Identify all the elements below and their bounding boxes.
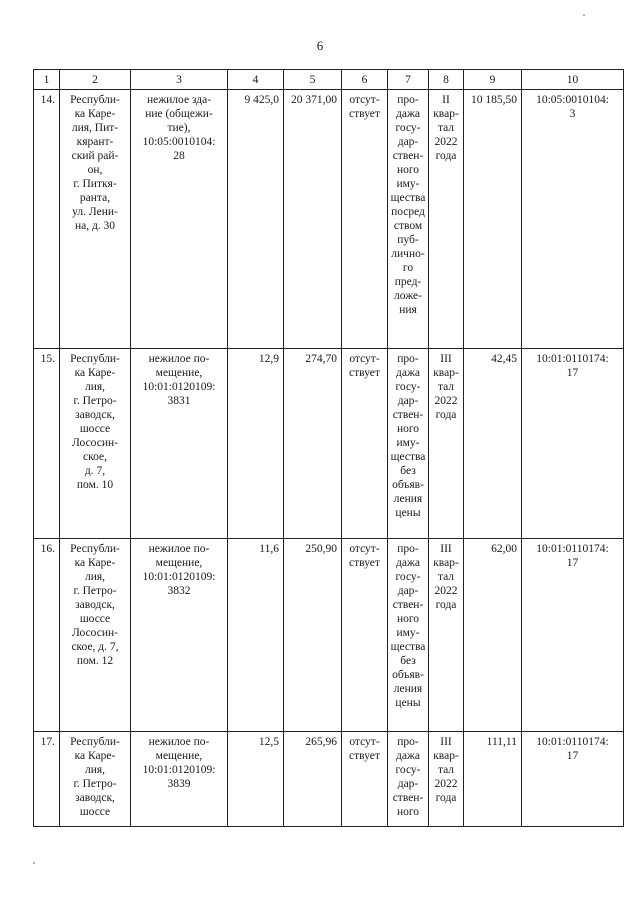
address-cell-line: ул. Лени-: [72, 206, 118, 218]
row-number: 14.: [34, 90, 60, 349]
address-cell-line: кярант-: [76, 136, 114, 148]
address-cell-line: ка Каре-: [74, 557, 116, 569]
address-cell: [60, 90, 131, 349]
address-cell-line: заводск,: [75, 599, 115, 611]
sale-method-cell-line: ством: [393, 220, 423, 232]
table-row: [34, 349, 624, 539]
address-cell-line: ка Каре-: [74, 108, 116, 120]
sale-method-cell-line: ного: [396, 613, 420, 625]
sale-method-cell-line: без: [400, 465, 416, 477]
sale-method-cell-line: госу-: [395, 571, 421, 583]
object-cell: [131, 539, 228, 732]
object-cell-line: мещение,: [155, 557, 203, 569]
sale-method-cell-line: ления: [393, 493, 423, 505]
address-cell-line: ский рай-: [71, 150, 119, 162]
sale-method-cell-line: дажа: [395, 557, 420, 569]
sale-method-cell-line: ного: [396, 164, 420, 176]
address-cell-line: лия, Пит-: [71, 122, 119, 134]
header-cell: 9: [464, 70, 522, 90]
object-cell-line: 10:01:0120109:: [142, 381, 216, 393]
address-cell-line: Лососин-: [72, 627, 118, 639]
property-table: [33, 69, 624, 827]
table-header-row: [34, 70, 624, 90]
object-cell: [131, 732, 228, 827]
cadastral-cell: [522, 90, 624, 349]
term-cell-line: года: [435, 409, 457, 421]
address-cell-line: Республи-: [70, 353, 120, 365]
sale-method-cell-line: ствен-: [392, 409, 424, 421]
object-cell-line: ние (общежи-: [145, 108, 213, 120]
term-cell-line: года: [435, 792, 457, 804]
sale-method-cell: [388, 90, 429, 349]
sale-method-cell-line: ния: [399, 304, 417, 316]
sale-method-cell-line: ложе-: [394, 290, 422, 302]
address-cell-line: Лососин-: [72, 437, 118, 449]
encumbrance-cell: отсут-ствует: [342, 349, 388, 539]
address-cell-line: лия,: [84, 571, 106, 583]
row-number: 15.: [34, 349, 60, 539]
sale-method-cell-line: дар-: [397, 585, 419, 597]
sale-method-cell-line: ного: [396, 423, 420, 435]
cadastral-cell-line: 3: [569, 108, 576, 120]
term-cell-line: III: [440, 736, 452, 748]
sale-method-cell-line: госу-: [395, 381, 421, 393]
sale-method-cell-line: лично-: [391, 248, 425, 260]
scan-speck: [33, 862, 35, 864]
cadastral-cell-line: 10:01:0110174:: [536, 543, 609, 555]
table-row: [34, 539, 624, 732]
object-cell-line: 28: [173, 150, 185, 162]
sale-method-cell-line: цены: [395, 697, 421, 709]
sale-method-cell-line: про-: [397, 94, 419, 106]
object-cell-line: 10:05:0010104:: [142, 136, 216, 148]
table-row: [34, 732, 624, 827]
col9-cell: 62,00: [464, 539, 522, 732]
sale-method-cell-line: ствен-: [392, 599, 424, 611]
row-number: 17.: [34, 732, 60, 827]
address-cell-line: пом. 10: [76, 479, 114, 491]
sale-method-cell-line: ления: [393, 683, 423, 695]
term-cell-line: тал: [437, 122, 455, 134]
sale-method-cell-line: дажа: [395, 750, 420, 762]
sale-method-cell-line: пуб-: [397, 234, 419, 246]
cadastral-cell-line: 10:01:0110174:: [536, 353, 609, 365]
sale-method-cell: [388, 732, 429, 827]
sale-method-cell-line: дар-: [397, 395, 419, 407]
address-cell: [60, 539, 131, 732]
col9-cell: 111,11: [464, 732, 522, 827]
sale-method-cell: [388, 349, 429, 539]
cadastral-cell-line: 17: [566, 750, 579, 762]
sale-method-cell-line: госу-: [395, 122, 421, 134]
address-cell-line: Республи-: [70, 736, 120, 748]
address-cell-line: лия,: [84, 764, 106, 776]
sale-method-cell-line: дар-: [397, 136, 419, 148]
address-cell: [60, 349, 131, 539]
address-cell-line: ское, д. 7,: [71, 641, 119, 653]
object-cell-line: нежилое зда-: [146, 94, 212, 106]
area-cell: 12,5: [228, 732, 284, 827]
header-cell: 7: [388, 70, 429, 90]
address-cell-line: д. 7,: [84, 465, 106, 477]
sale-method-cell-line: без: [400, 655, 416, 667]
object-cell-line: мещение,: [155, 367, 203, 379]
sale-method-cell-line: щества: [390, 192, 426, 204]
term-cell-line: тал: [437, 381, 455, 393]
term-cell-line: квар-: [433, 557, 459, 569]
sale-method-cell-line: иму-: [396, 437, 420, 449]
term-cell-line: квар-: [433, 750, 459, 762]
sale-method-cell-line: про-: [397, 353, 419, 365]
address-cell-line: заводск,: [75, 792, 115, 804]
header-cell: 1: [34, 70, 60, 90]
term-cell: [429, 539, 464, 732]
value-cell: 274,70: [284, 349, 342, 539]
sale-method-cell-line: госу-: [395, 764, 421, 776]
address-cell-line: Республи-: [70, 94, 120, 106]
term-cell: [429, 349, 464, 539]
sale-method-cell-line: иму-: [396, 627, 420, 639]
term-cell-line: 2022: [434, 778, 458, 790]
term-cell-line: II: [442, 94, 450, 106]
header-cell: 2: [60, 70, 131, 90]
address-cell-line: ское,: [83, 451, 107, 463]
address-cell-line: г. Петро-: [73, 585, 117, 597]
sale-method-cell-line: дажа: [395, 367, 420, 379]
value-cell: 250,90: [284, 539, 342, 732]
address-cell-line: ка Каре-: [74, 367, 116, 379]
page-number: 6: [316, 38, 324, 53]
row-number: 16.: [34, 539, 60, 732]
address-cell-line: шоссе: [79, 423, 111, 435]
address-cell-line: ка Каре-: [74, 750, 116, 762]
cadastral-cell: [522, 732, 624, 827]
sale-method-cell: [388, 539, 429, 732]
term-cell-line: III: [440, 353, 452, 365]
sale-method-cell-line: про-: [397, 543, 419, 555]
address-cell-line: на, д. 30: [74, 220, 116, 232]
term-cell-line: тал: [437, 764, 455, 776]
object-cell-line: 3839: [167, 778, 191, 790]
sale-method-cell-line: объяв-: [392, 479, 424, 491]
term-cell: [429, 90, 464, 349]
value-cell: 265,96: [284, 732, 342, 827]
term-cell-line: года: [435, 599, 457, 611]
col9-cell: 10 185,50: [464, 90, 522, 349]
address-cell-line: ранта,: [79, 192, 111, 204]
object-cell-line: нежилое по-: [148, 353, 210, 365]
object-cell-line: 3831: [167, 395, 191, 407]
cadastral-cell-line: 17: [566, 367, 579, 379]
term-cell-line: тал: [437, 571, 455, 583]
address-cell-line: лия,: [84, 381, 106, 393]
object-cell-line: 10:01:0120109:: [142, 571, 216, 583]
address-cell-line: заводск,: [75, 409, 115, 421]
header-cell: 10: [522, 70, 624, 90]
term-cell: [429, 732, 464, 827]
term-cell-line: 2022: [434, 136, 458, 148]
value-cell: 20 371,00: [284, 90, 342, 349]
header-cell: 5: [284, 70, 342, 90]
sale-method-cell-line: пред-: [394, 276, 422, 288]
address-cell-line: он,: [87, 164, 103, 176]
cadastral-cell: [522, 539, 624, 732]
area-cell: 9 425,0: [228, 90, 284, 349]
sale-method-cell-line: ствен-: [392, 150, 424, 162]
term-cell-line: 2022: [434, 395, 458, 407]
header-cell: 4: [228, 70, 284, 90]
header-cell: 8: [429, 70, 464, 90]
sale-method-cell-line: иму-: [396, 178, 420, 190]
object-cell-line: мещение,: [155, 750, 203, 762]
object-cell-line: нежилое по-: [148, 736, 210, 748]
area-cell: 11,6: [228, 539, 284, 732]
object-cell-line: 3832: [167, 585, 191, 597]
sale-method-cell-line: го: [402, 262, 414, 274]
address-cell-line: г. Питкя-: [73, 178, 117, 190]
sale-method-cell-line: посред: [391, 206, 425, 218]
address-cell-line: г. Петро-: [73, 778, 117, 790]
sale-method-cell-line: щества: [390, 641, 426, 653]
term-cell-line: года: [435, 150, 457, 162]
address-cell: [60, 732, 131, 827]
cadastral-cell-line: 10:01:0110174:: [536, 736, 609, 748]
table-row: [34, 90, 624, 349]
scan-speck: [583, 14, 585, 16]
term-cell-line: III: [440, 543, 452, 555]
sale-method-cell-line: ного: [396, 806, 420, 818]
cadastral-cell-line: 17: [566, 557, 579, 569]
address-cell-line: шоссе: [79, 806, 111, 818]
header-cell: 6: [342, 70, 388, 90]
cadastral-cell: [522, 349, 624, 539]
address-cell-line: пом. 12: [76, 655, 114, 667]
object-cell-line: тие),: [167, 122, 191, 134]
sale-method-cell-line: дажа: [395, 108, 420, 120]
encumbrance-cell: отсут-ствует: [342, 90, 388, 349]
sale-method-cell-line: цены: [395, 507, 421, 519]
sale-method-cell-line: дар-: [397, 778, 419, 790]
sale-method-cell-line: щества: [390, 451, 426, 463]
encumbrance-cell: отсут-ствует: [342, 732, 388, 827]
object-cell: [131, 90, 228, 349]
address-cell-line: г. Петро-: [73, 395, 117, 407]
encumbrance-cell: отсут-ствует: [342, 539, 388, 732]
object-cell-line: 10:01:0120109:: [142, 764, 216, 776]
term-cell-line: 2022: [434, 585, 458, 597]
address-cell-line: шоссе: [79, 613, 111, 625]
sale-method-cell-line: ствен-: [392, 792, 424, 804]
object-cell-line: нежилое по-: [148, 543, 210, 555]
header-cell: 3: [131, 70, 228, 90]
area-cell: 12,9: [228, 349, 284, 539]
sale-method-cell-line: объяв-: [392, 669, 424, 681]
term-cell-line: квар-: [433, 108, 459, 120]
term-cell-line: квар-: [433, 367, 459, 379]
sale-method-cell-line: про-: [397, 736, 419, 748]
col9-cell: 42,45: [464, 349, 522, 539]
cadastral-cell-line: 10:05:0010104:: [536, 94, 609, 106]
address-cell-line: Республи-: [70, 543, 120, 555]
object-cell: [131, 349, 228, 539]
